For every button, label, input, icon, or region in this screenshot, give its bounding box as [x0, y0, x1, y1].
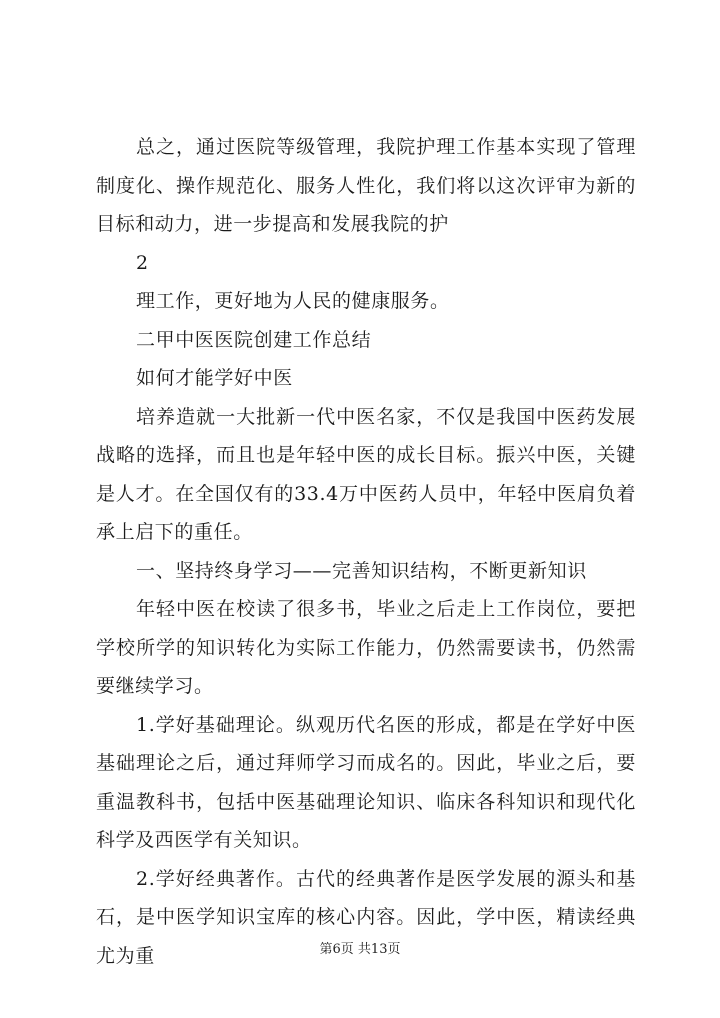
page-number-marker: 2: [136, 251, 149, 274]
page-indicator: 第6页 共13页: [319, 942, 401, 957]
paragraph-conclusion: 总之，通过医院等级管理，我院护理工作基本实现了管理制度化、操作规范化、服务人性化，我们将以这次评审为新的目标和动力，进一步提高和发展我院的护: [96, 136, 636, 235]
section-title: 二甲中医医院创建工作总结: [136, 328, 372, 351]
paragraph-basic-theory: 1.学好基础理论。纵观历代名医的形成，都是在学好中医基础理论之后，通过拜师学习而成名的。因此，毕业之后，要重温教科书，包括中医基础理论知识、临床各科知识和现代化科学及西医学有关知识。: [96, 713, 636, 851]
paragraph-intro: 培养造就一大批新一代中医名家，不仅是我国中医药发展战略的选择，而且也是年轻中医的成长目标。振兴中医，关键是人才。在全国仅有的33.4万中医药人员中，年轻中医肩负着承上启下的重任。: [96, 405, 636, 543]
paragraph-continuation: 理工作，更好地为人民的健康服务。: [136, 290, 450, 312]
article-title: 如何才能学好中医: [136, 367, 293, 389]
page-footer: [0, 938, 720, 957]
paragraph-classics: 2.学好经典著作。古代的经典著作是医学发展的源头和基石，是中医学知识宝库的核心内容。因此，学中医，精读经典尤为重: [96, 867, 636, 967]
paragraph-continue-study: 年轻中医在校读了很多书，毕业之后走上工作岗位，要把学校所学的知识转化为实际工作能力，仍然需要读书，仍然需要继续学习。: [96, 598, 636, 697]
heading-lifelong-learning: 一、坚持终身学习——完善知识结构，不断更新知识: [136, 559, 587, 582]
document-body: [96, 128, 636, 975]
